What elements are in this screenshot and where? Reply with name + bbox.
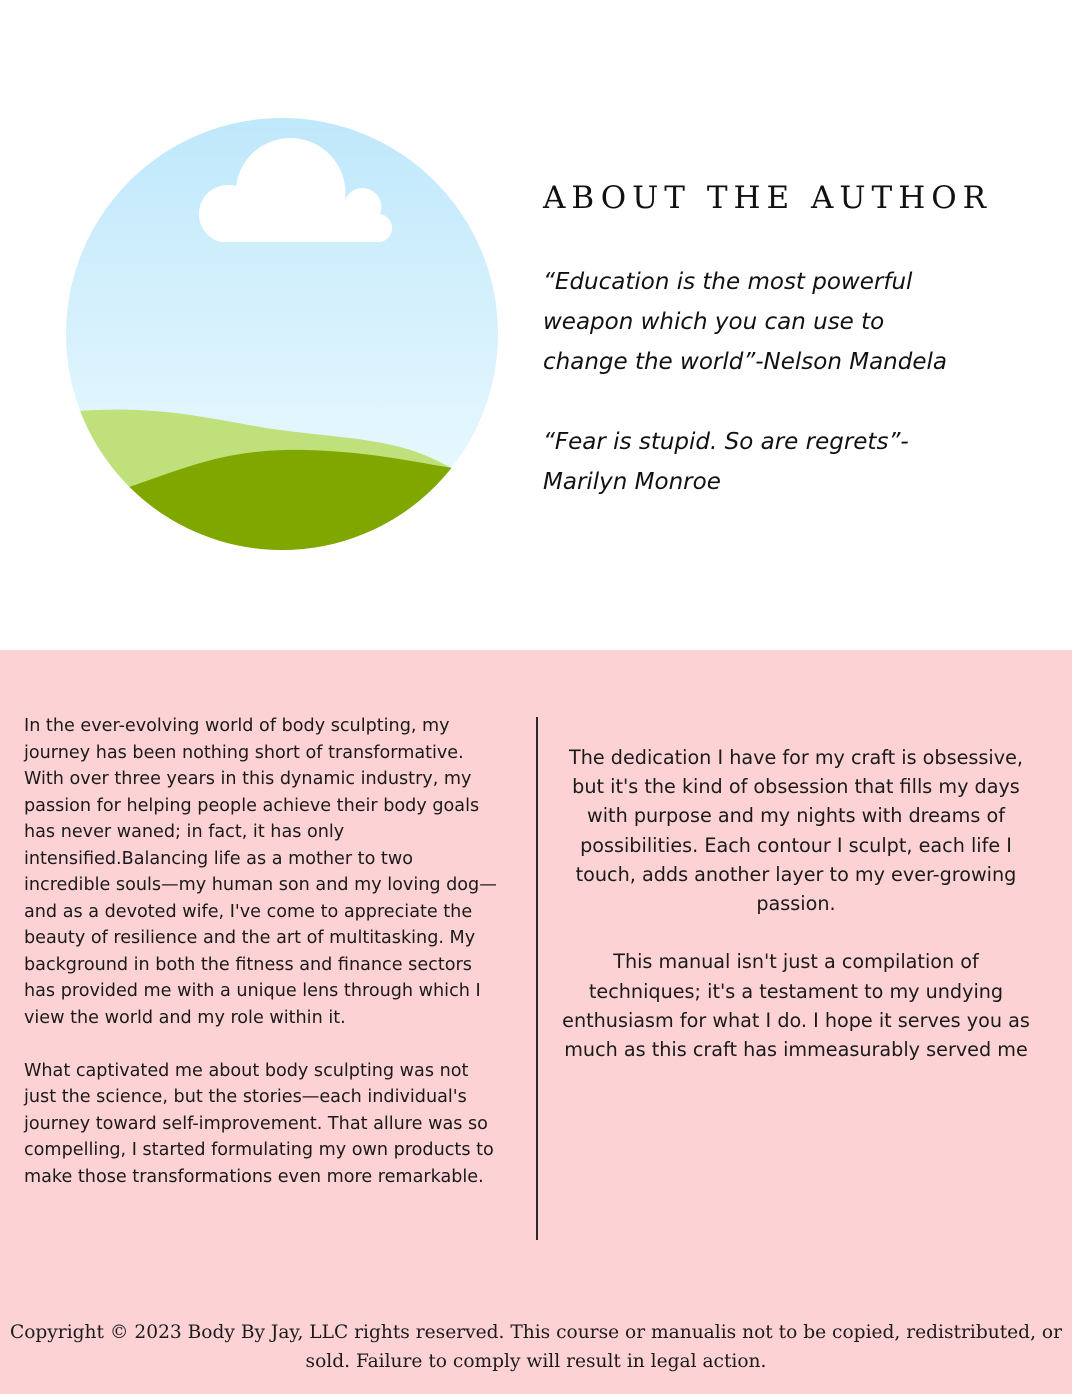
bio-paragraph: In the ever-evolving world of body sculpting, my journey has been nothing short of transformative. With over three years in this dynamic industry, my passion for helping people achieve their body goals has never waned; in fact, it has only intensified.Balancing life as a mother to two incredible souls—my human son and my loving dog—and as a devoted wife, I've come to appreciate the beauty of resilience and the art of multitasking. My background in both the fitness and finance sectors has provided me with a unique lens through which I view the world and my role within it. [24,716,497,1028]
landscape-illustration [66,118,498,550]
quote-monroe: “Fear is stupid. So are regrets”-Marilyn Monroe [543,429,909,495]
page-title: ABOUT THE AUTHOR [543,180,992,216]
bio-left-column [24,713,502,1190]
quote-mandela: “Education is the most powerful weapon which you can use to change the world”-Nelson Mandela [543,269,947,375]
bio-section [0,650,1072,1394]
column-divider [536,717,538,1240]
bio-paragraph: This manual isn't just a compilation of techniques; it's a testament to my undying enthusiasm for what I do. I hope it serves you as much as this craft has immeasurably served me [562,950,1030,1062]
landscape-image [66,118,498,550]
bio-paragraph: The dedication I have for my craft is obsessive, but it's the kind of obsession that fills my days with purpose and my nights with dreams of possibilities. Each contour I sculpt, each life I touch, adds another layer to my ever-growing passion. [569,746,1023,916]
copyright-notice: Copyright © 2023 Body By Jay, LLC rights reserved. This course or manualis not to be copied, redistributed, or sold. Failure to comply will result in legal action. [9,1322,1062,1372]
bio-paragraph: What captivated me about body sculpting was not just the science, but the stories—each individual's journey toward self-improvement. That allure was so compelling, I started formulating my own products to make those transformations even more remarkable. [24,1060,494,1187]
author-intro [543,178,1013,502]
bio-right-column [560,743,1032,1064]
about-author-header [0,0,1072,650]
